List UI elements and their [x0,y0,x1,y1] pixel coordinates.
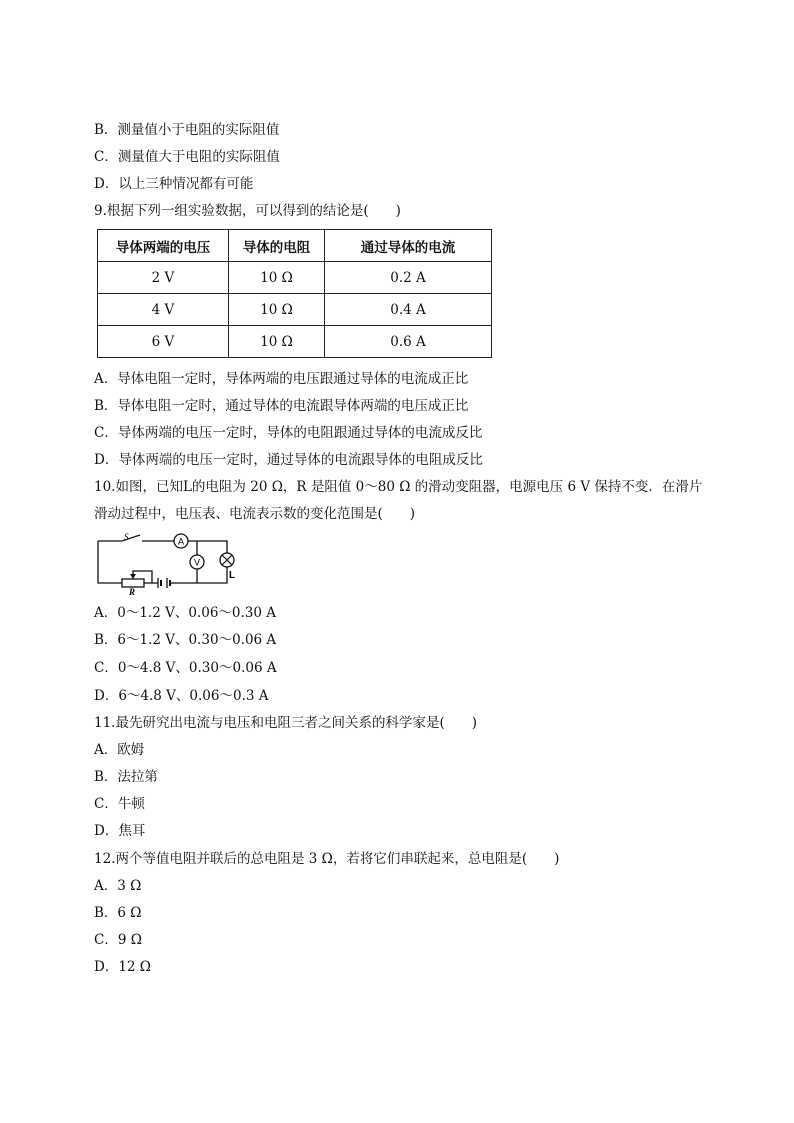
q11-stem: 11.最先研究出电流与电压和电阻三者之间关系的科学家是( ) [94,715,478,731]
table-cell: 4 V [98,294,229,326]
table-cell: 10 Ω [229,326,325,358]
table-row [98,326,492,358]
q11-option-a: A．欧姆 [94,742,145,758]
q9-data-table [97,229,492,358]
q11-option-b: B．法拉第 [94,769,158,785]
q12-stem: 12.两个等值电阻并联后的总电阻是 3 Ω，若将它们串联起来，总电阻是( ) [94,851,560,867]
voltmeter-label: V [193,557,201,568]
lamp-label: L [229,570,236,581]
q10-option-d: D．6～4.8 V、0.06～0.3 A [94,688,269,704]
q11-option-c: C．牛顿 [94,796,145,812]
table-header-row [98,230,492,262]
q12-option-a: A．3 Ω [94,878,142,894]
table-cell: 2 V [98,262,229,294]
table-cell: 10 Ω [229,262,325,294]
switch-label: S [124,533,129,542]
table-cell: 6 V [98,326,229,358]
table-row [98,294,492,326]
q8-option-b: B．测量值小于电阻的实际阻值 [94,122,280,138]
q8-option-c: C．测量值大于电阻的实际阻值 [94,149,280,165]
q12-option-c: C．9 Ω [94,932,142,948]
rheostat-slider-icon [130,574,136,579]
q9-stem: 9.根据下列一组实验数据，可以得到的结论是( ) [94,203,401,219]
q10-option-a: A．0～1.2 V、0.06～0.30 A [94,605,277,621]
q10-stem: 10.如图，已知L的电阻为 20 Ω，R 是阻值 0～80 Ω 的滑动变阻器，电源电压 6 V 保持不变．在滑片滑动过程中，电压表、电流表示数的变化范围是( ) [94,479,703,522]
table-cell: 0.4 A [325,294,492,326]
q9-option-c: C．导体两端的电压一定时，导体的电阻跟通过导体的电流成反比 [94,425,483,441]
q10-circuit-diagram [96,533,246,595]
q12-option-b: B．6 Ω [94,905,142,921]
q9-option-b: B．导体电阻一定时，通过导体的电流跟导体两端的电压成正比 [94,398,469,414]
table-header: 导体两端的电压 [98,230,229,262]
ammeter-label: A [177,536,185,547]
q9-option-d: D．导体两端的电压一定时，通过导体的电流跟导体的电阻成反比 [94,452,483,468]
table-cell: 10 Ω [229,294,325,326]
table-cell: 0.6 A [325,326,492,358]
q12-option-d: D．12 Ω [94,959,151,975]
q9-option-a: A．导体电阻一定时，导体两端的电压跟通过导体的电流成正比 [94,371,469,387]
q10-option-c: C．0～4.8 V、0.30～0.06 A [94,660,277,676]
q8-option-d: D．以上三种情况都有可能 [94,176,254,192]
rheostat-label: R [129,587,136,595]
q10-option-b: B．6～1.2 V、0.30～0.06 A [94,632,277,648]
q11-option-d: D．焦耳 [94,823,146,839]
table-cell: 0.2 A [325,262,492,294]
table-header: 导体的电阻 [229,230,325,262]
table-row [98,262,492,294]
table-header: 通过导体的电流 [325,230,492,262]
